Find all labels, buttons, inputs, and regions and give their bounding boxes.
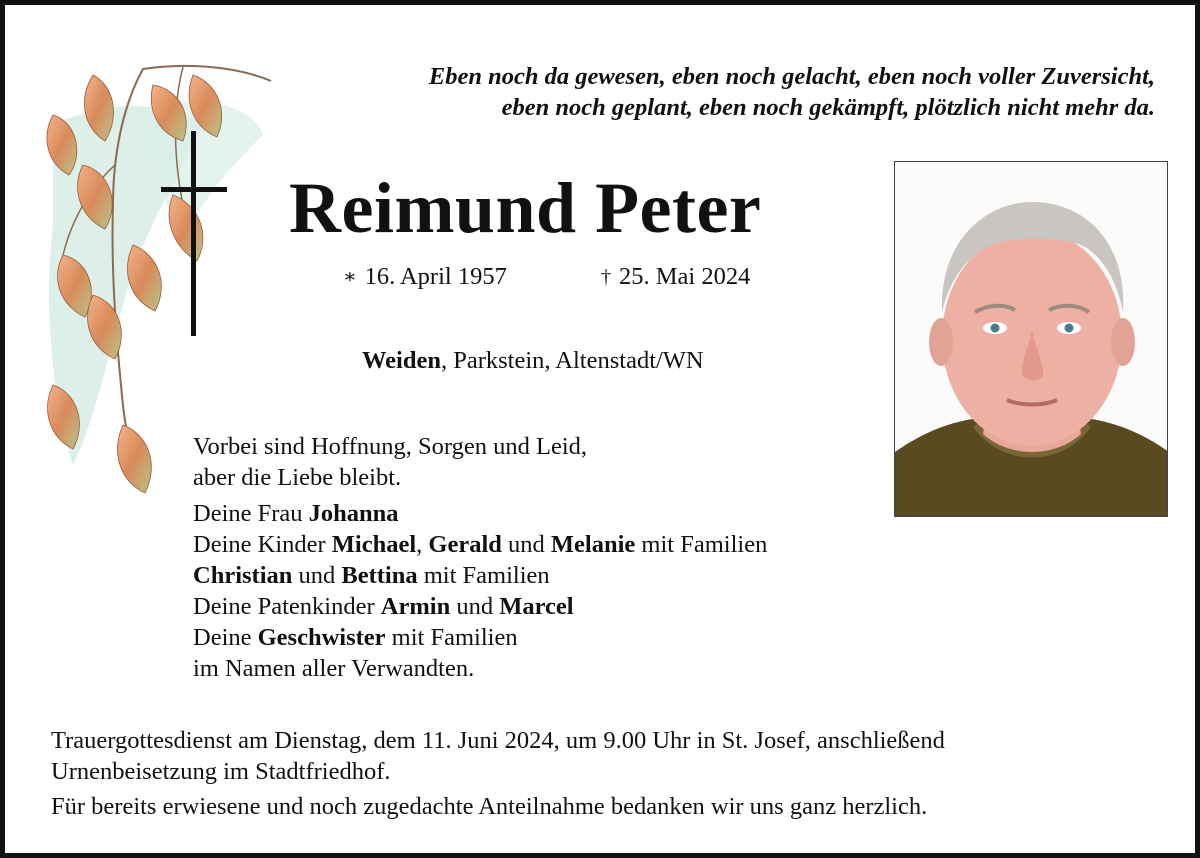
left-ear xyxy=(929,318,953,366)
cross-horizontal xyxy=(161,187,227,192)
name: Gerald xyxy=(428,531,502,558)
leaf xyxy=(118,425,152,493)
text: , xyxy=(416,531,429,558)
right-ear xyxy=(1111,318,1135,366)
death-cross-icon: † xyxy=(601,266,611,288)
mourner-line-closing: im Namen aller Verwandten. xyxy=(193,655,475,682)
left-iris xyxy=(991,324,1000,333)
text: mit Familien xyxy=(417,562,550,589)
name: Bettina xyxy=(341,562,418,589)
verse-line-1: Vorbei sind Hoffnung, Sorgen und Leid, xyxy=(193,433,588,460)
text: Deine Kinder xyxy=(193,531,332,558)
text: Deine Patenkinder xyxy=(193,593,381,620)
death-date xyxy=(601,263,750,291)
mourner-line-wife xyxy=(193,498,767,529)
service-line-1: Trauergottesdienst am Dienstag, dem 11. Juni 2024, um 9.00 Uhr in St. Josef, anschließend xyxy=(51,727,945,754)
name: Michael xyxy=(331,531,417,558)
service-info xyxy=(51,725,945,787)
verse-line-2: aber die Liebe bleibt. xyxy=(193,464,402,491)
mourners-list xyxy=(193,498,767,684)
service-line-2: Urnenbeisetzung im Stadtfriedhof. xyxy=(51,758,391,785)
right-iris xyxy=(1065,324,1074,333)
motto-quote xyxy=(429,61,1155,123)
motto-line-1: Eben noch da gewesen, eben noch gelacht, eben noch voller Zuversicht, xyxy=(428,63,1155,90)
name: Armin xyxy=(380,593,451,620)
portrait-photo xyxy=(894,161,1168,517)
name: Johanna xyxy=(308,500,399,527)
name: Melanie xyxy=(550,531,636,558)
name: Christian xyxy=(193,562,293,589)
text: mit Familien xyxy=(635,531,768,558)
name: Geschwister xyxy=(257,624,386,651)
place-line xyxy=(362,347,704,375)
text: Deine xyxy=(193,624,258,651)
mourner-line-children xyxy=(193,529,767,560)
verse xyxy=(193,431,587,493)
birth-star-icon: ∗ xyxy=(343,266,357,288)
mourner-line-godchildren xyxy=(193,591,767,622)
place-rest: , Parkstein, Altenstadt/WN xyxy=(440,347,704,374)
text: mit Familien xyxy=(385,624,518,651)
name: Marcel xyxy=(499,593,574,620)
birth-date xyxy=(343,263,507,291)
text: und xyxy=(450,593,500,620)
text: und xyxy=(292,562,342,589)
mourner-line-siblings xyxy=(193,622,767,653)
cross-vertical xyxy=(191,131,196,336)
leaf xyxy=(128,245,162,311)
text: und xyxy=(501,531,551,558)
text: Deine Frau xyxy=(193,500,309,527)
deceased-name: Reimund Peter xyxy=(289,168,762,248)
death-date-text: 25. Mai 2024 xyxy=(619,263,751,290)
mourner-line-christian-bettina xyxy=(193,560,767,591)
portrait-illustration xyxy=(895,162,1168,517)
birth-date-text: 16. April 1957 xyxy=(364,263,507,290)
thanks-line: Für bereits erwiesene und noch zugedachte Anteilnahme bedanken wir uns ganz herzlich. xyxy=(51,793,928,820)
place-main: Weiden xyxy=(362,347,441,374)
motto-line-2: eben noch geplant, eben noch gekämpft, plötzlich nicht mehr da. xyxy=(501,94,1155,121)
